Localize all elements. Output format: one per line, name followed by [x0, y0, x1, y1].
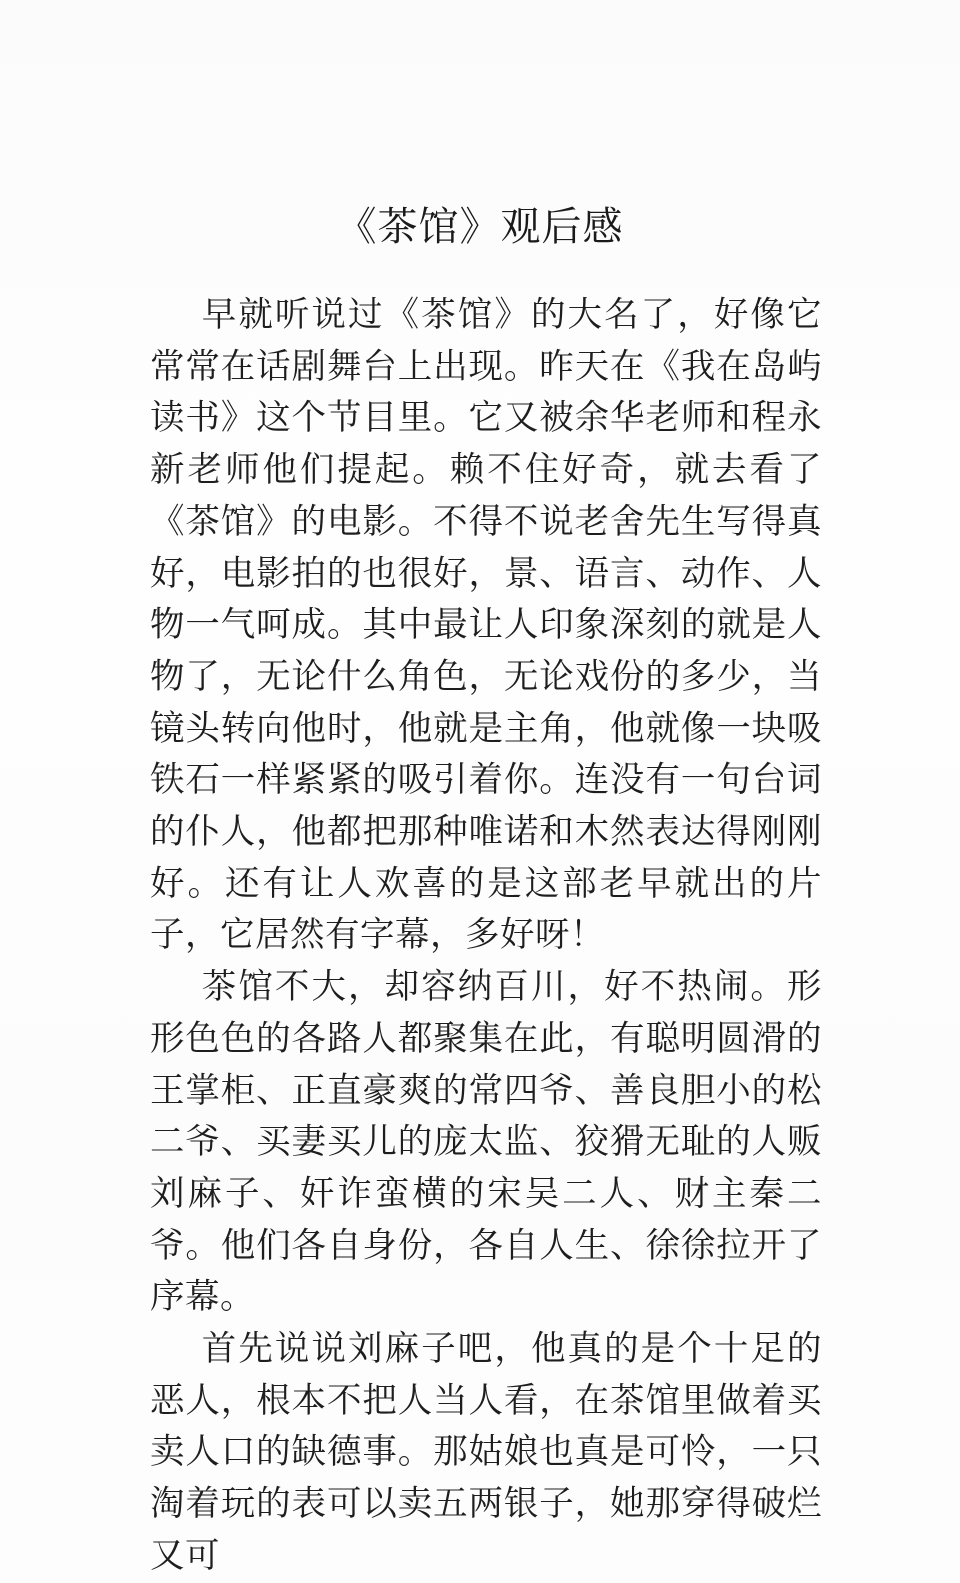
document-title: 《茶馆》观后感 — [336, 203, 624, 250]
document-body — [150, 290, 822, 1583]
paragraph-3: 首先说说刘麻子吧，他真的是个十足的恶人，根本不把人当人看，在茶馆里做着买卖人口的缺德事。那姑娘也真是可怜，一只淘着玩的表可以卖五两银子，她那穿得破烂又可 — [150, 1329, 822, 1576]
paragraph-2: 茶馆不大，却容纳百川，好不热闹。形形色色的各路人都聚集在此，有聪明圆滑的王掌柜、正直豪爽的常四爷、善良胆小的松二爷、买妻买儿的庞太监、狡猾无耻的人贩刘麻子、奸诈蛮横的宋吴二人、财主秦二爷。他们各自身份，各自人生、徐徐拉开了序幕。 — [150, 967, 822, 1318]
paragraph-1: 早就听说过《茶馆》的大名了，好像它常常在话剧舞台上出现。昨天在《我在岛屿读书》这个节目里。它又被余华老师和程永新老师他们提起。赖不住好奇，就去看了《茶馆》的电影。不得不说老舍先生写得真好，电影拍的也很好，景、语言、动作、人物一气呵成。其中最让人印象深刻的就是人物了，无论什么角色，无论戏份的多少，当镜头转向他时，他就是主角，他就像一块吸铁石一样紧紧的吸引着你。连没有一句台词的仆人，他都把那种唯诺和木然表达得刚刚好。还有让人欢喜的是这部老早就出的片子，它居然有字幕，多好呀！ — [150, 295, 822, 956]
